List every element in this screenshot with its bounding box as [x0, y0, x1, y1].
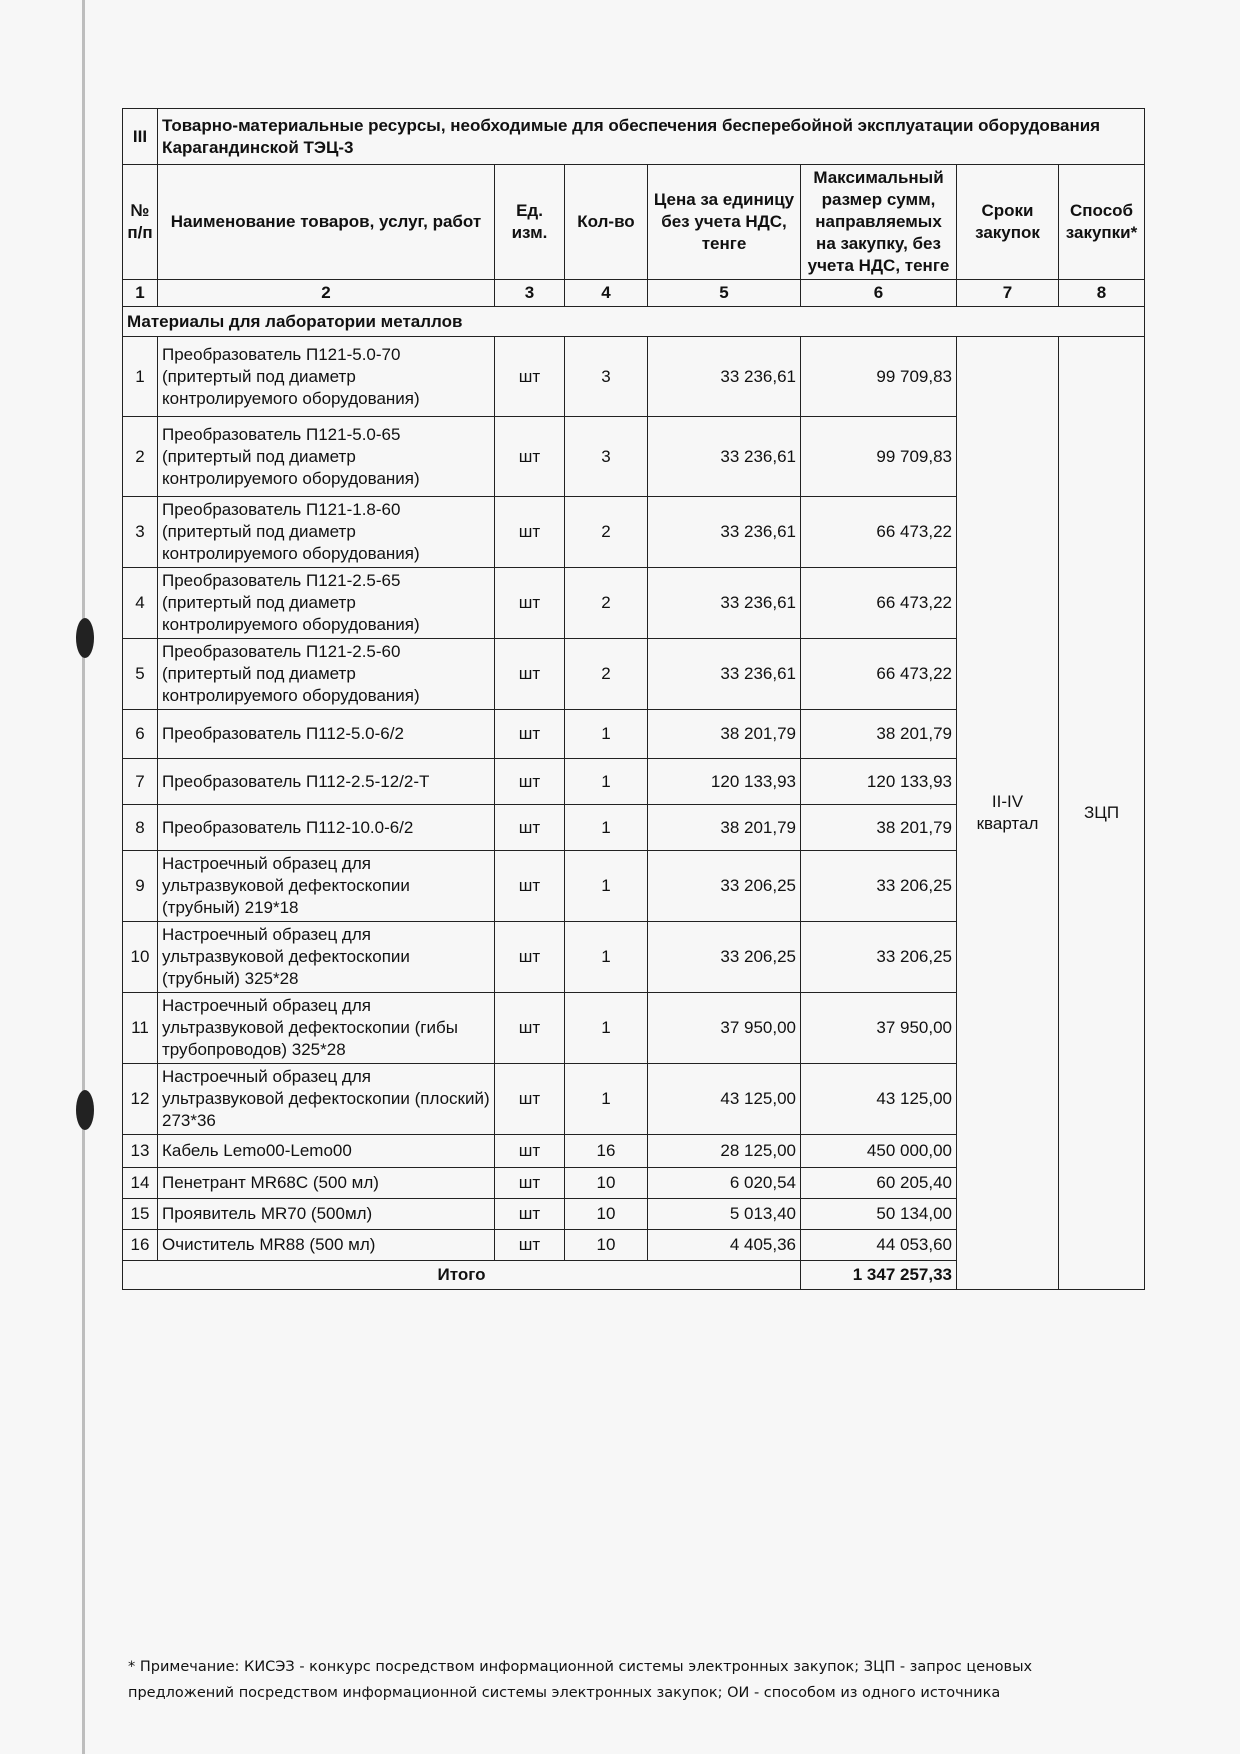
procurement-terms: II-IV квартал: [957, 337, 1059, 1290]
item-quantity: 3: [565, 337, 648, 417]
header-qty: Кол-во: [565, 165, 648, 280]
table-row: [123, 337, 1145, 417]
item-quantity: 1: [565, 759, 648, 805]
item-unit-price: 28 125,00: [648, 1135, 801, 1168]
item-unit: шт: [495, 1199, 565, 1230]
item-name: Настроечный образец для ультразвуковой дефектоскопии (трубный) 219*18: [158, 851, 495, 922]
item-max-sum: 120 133,93: [801, 759, 957, 805]
item-quantity: 10: [565, 1199, 648, 1230]
header-terms: Сроки закупок: [957, 165, 1059, 280]
item-unit-price: 38 201,79: [648, 710, 801, 759]
item-unit: шт: [495, 1064, 565, 1135]
item-max-sum: 33 206,25: [801, 851, 957, 922]
item-quantity: 2: [565, 639, 648, 710]
item-name: Преобразователь П121-5.0-70 (притертый под диаметр контролируемого оборудования): [158, 337, 495, 417]
header-row: [123, 165, 1145, 280]
item-quantity: 1: [565, 1064, 648, 1135]
item-unit-price: 33 236,61: [648, 497, 801, 568]
row-number: 16: [123, 1230, 158, 1261]
item-unit-price: 5 013,40: [648, 1199, 801, 1230]
header-method: Способ закупки*: [1059, 165, 1145, 280]
item-max-sum: 66 473,22: [801, 639, 957, 710]
item-unit: шт: [495, 851, 565, 922]
item-name: Настроечный образец для ультразвуковой дефектоскопии (трубный) 325*28: [158, 922, 495, 993]
item-unit-price: 6 020,54: [648, 1168, 801, 1199]
row-number: 11: [123, 993, 158, 1064]
row-number: 8: [123, 805, 158, 851]
header-max-sum: Максимальный размер сумм, направляемых на закупку, без учета НДС, тенге: [801, 165, 957, 280]
item-unit: шт: [495, 922, 565, 993]
row-number: 4: [123, 568, 158, 639]
row-number: 7: [123, 759, 158, 805]
item-name: Пенетрант MR68C (500 мл): [158, 1168, 495, 1199]
item-unit: шт: [495, 568, 565, 639]
row-number: 3: [123, 497, 158, 568]
item-quantity: 1: [565, 922, 648, 993]
row-number: 13: [123, 1135, 158, 1168]
header-unit: Ед. изм.: [495, 165, 565, 280]
footnote: * Примечание: КИСЭЗ - конкурс посредством информационной системы электронных закупок; ЗЦП - запрос ценовых предложений посредством информационной системы электронных закупок; ОИ - способом из одного источника: [128, 1659, 1033, 1701]
item-unit: шт: [495, 417, 565, 497]
item-name: Преобразователь П112-10.0-6/2: [158, 805, 495, 851]
column-number: 1: [123, 280, 158, 307]
item-unit: шт: [495, 1135, 565, 1168]
item-max-sum: 37 950,00: [801, 993, 957, 1064]
item-max-sum: 99 709,83: [801, 337, 957, 417]
row-number: 5: [123, 639, 158, 710]
row-number: 10: [123, 922, 158, 993]
column-number: 3: [495, 280, 565, 307]
item-unit: шт: [495, 993, 565, 1064]
row-number: 9: [123, 851, 158, 922]
page-edge: [82, 0, 85, 1754]
item-quantity: 1: [565, 805, 648, 851]
item-unit: шт: [495, 805, 565, 851]
item-name: Кабель Lemo00-Lemo00: [158, 1135, 495, 1168]
item-unit: шт: [495, 639, 565, 710]
row-number: 14: [123, 1168, 158, 1199]
binder-hole: [76, 618, 94, 658]
binder-hole: [76, 1090, 94, 1130]
column-number: 7: [957, 280, 1059, 307]
column-number: 2: [158, 280, 495, 307]
item-max-sum: 38 201,79: [801, 710, 957, 759]
item-max-sum: 450 000,00: [801, 1135, 957, 1168]
row-number: 1: [123, 337, 158, 417]
header-price: Цена за единицу без учета НДС, тенге: [648, 165, 801, 280]
item-max-sum: 44 053,60: [801, 1230, 957, 1261]
item-quantity: 2: [565, 497, 648, 568]
item-unit: шт: [495, 1168, 565, 1199]
item-name: Преобразователь П112-5.0-6/2: [158, 710, 495, 759]
item-max-sum: 66 473,22: [801, 568, 957, 639]
item-quantity: 10: [565, 1168, 648, 1199]
column-number-row: [123, 280, 1145, 307]
item-name: Преобразователь П121-1.8-60 (притертый под диаметр контролируемого оборудования): [158, 497, 495, 568]
row-number: 15: [123, 1199, 158, 1230]
header-num: № п/п: [123, 165, 158, 280]
item-max-sum: 60 205,40: [801, 1168, 957, 1199]
item-quantity: 1: [565, 710, 648, 759]
item-unit-price: 33 236,61: [648, 417, 801, 497]
row-number: 2: [123, 417, 158, 497]
item-name: Настроечный образец для ультразвуковой дефектоскопии (плоский) 273*36: [158, 1064, 495, 1135]
row-number: 12: [123, 1064, 158, 1135]
item-max-sum: 33 206,25: [801, 922, 957, 993]
item-unit-price: 33 236,61: [648, 337, 801, 417]
item-max-sum: 38 201,79: [801, 805, 957, 851]
column-number: 4: [565, 280, 648, 307]
column-number: 5: [648, 280, 801, 307]
item-unit-price: 43 125,00: [648, 1064, 801, 1135]
section-number: III: [123, 109, 158, 165]
item-name: Преобразователь П121-2.5-60 (притертый под диаметр контролируемого оборудования): [158, 639, 495, 710]
item-unit: шт: [495, 497, 565, 568]
item-quantity: 10: [565, 1230, 648, 1261]
item-name: Настроечный образец для ультразвуковой дефектоскопии (гибы трубопроводов) 325*28: [158, 993, 495, 1064]
item-unit-price: 120 133,93: [648, 759, 801, 805]
item-quantity: 16: [565, 1135, 648, 1168]
item-unit-price: 37 950,00: [648, 993, 801, 1064]
item-max-sum: 66 473,22: [801, 497, 957, 568]
item-unit: шт: [495, 337, 565, 417]
item-unit: шт: [495, 1230, 565, 1261]
column-number: 8: [1059, 280, 1145, 307]
item-name: Преобразователь П121-2.5-65 (притертый под диаметр контролируемого оборудования): [158, 568, 495, 639]
item-name: Преобразователь П112-2.5-12/2-Т: [158, 759, 495, 805]
item-unit-price: 33 236,61: [648, 568, 801, 639]
procurement-method: ЗЦП: [1059, 337, 1145, 1290]
item-unit-price: 38 201,79: [648, 805, 801, 851]
item-unit: шт: [495, 710, 565, 759]
item-unit-price: 33 236,61: [648, 639, 801, 710]
item-quantity: 1: [565, 993, 648, 1064]
total-label: Итого: [123, 1261, 801, 1290]
item-unit-price: 33 206,25: [648, 922, 801, 993]
item-quantity: 1: [565, 851, 648, 922]
section-title: Товарно-материальные ресурсы, необходимые для обеспечения бесперебойной эксплуатации оборудования Карагандинской ТЭЦ-3: [158, 109, 1145, 165]
item-name: Проявитель MR70 (500мл): [158, 1199, 495, 1230]
item-unit-price: 4 405,36: [648, 1230, 801, 1261]
item-quantity: 2: [565, 568, 648, 639]
item-max-sum: 99 709,83: [801, 417, 957, 497]
item-max-sum: 43 125,00: [801, 1064, 957, 1135]
item-name: Преобразователь П121-5.0-65 (притертый под диаметр контролируемого оборудования): [158, 417, 495, 497]
row-number: 6: [123, 710, 158, 759]
header-name: Наименование товаров, услуг, работ: [158, 165, 495, 280]
group-title: Материалы для лаборатории металлов: [123, 307, 1145, 337]
item-max-sum: 50 134,00: [801, 1199, 957, 1230]
item-name: Очиститель MR88 (500 мл): [158, 1230, 495, 1261]
item-unit: шт: [495, 759, 565, 805]
procurement-table: [122, 108, 1145, 1290]
item-unit-price: 33 206,25: [648, 851, 801, 922]
total-value: 1 347 257,33: [801, 1261, 957, 1290]
column-number: 6: [801, 280, 957, 307]
item-quantity: 3: [565, 417, 648, 497]
